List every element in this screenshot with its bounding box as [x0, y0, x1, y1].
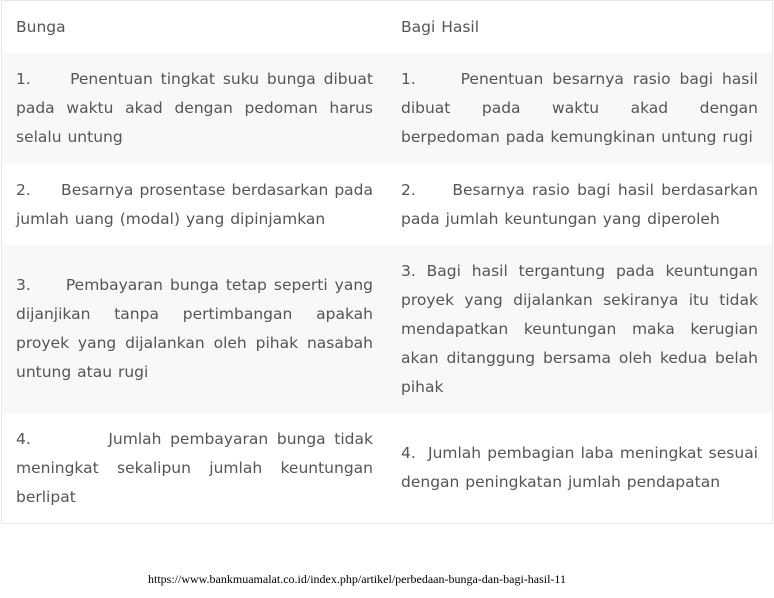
cell-bagi-hasil: 1. Penentuan besarnya rasio bagi hasil dibuat pada waktu akad dengan berpedoman pada kemungkinan untung rugi: [387, 53, 772, 164]
table-header-row: [2, 1, 772, 53]
cell-bunga: 2. Besarnya prosentase berdasarkan pada jumlah uang (modal) yang dipinjamkan: [2, 164, 387, 245]
cell-bagi-hasil: 2. Besarnya rasio bagi hasil berdasarkan pada jumlah keuntungan yang diperoleh: [387, 164, 772, 245]
header-bunga: Bunga: [16, 17, 66, 36]
table-row: [2, 164, 772, 245]
cell-bunga: 4. Jumlah pembayaran bunga tidak meningkat sekalipun jumlah keuntungan berlipat: [2, 413, 387, 523]
header-bagi-hasil: Bagi Hasil: [401, 17, 480, 36]
cell-bunga: 3. Pembayaran bunga tetap seperti yang dijanjikan tanpa pertimbangan apakah proyek yang dijalankan oleh pihak nasabah untung atau rugi: [2, 245, 387, 413]
comparison-table-container: [1, 0, 773, 524]
cell-bagi-hasil: 4. Jumlah pembagian laba meningkat sesuai dengan peningkatan jumlah pendapatan: [387, 413, 772, 523]
comparison-table: [2, 1, 772, 523]
cell-bagi-hasil: 3. Bagi hasil tergantung pada keuntungan proyek yang dijalankan sekiranya itu tidak mendapatkan keuntungan maka kerugian akan ditanggung bersama oleh kedua belah pihak: [387, 245, 772, 413]
table-row: [2, 53, 772, 164]
source-caption: https://www.bankmuamalat.co.id/index.php/artikel/perbedaan-bunga-dan-bagi-hasil-11: [148, 572, 566, 586]
table-row: [2, 245, 772, 413]
cell-bunga: 1. Penentuan tingkat suku bunga dibuat pada waktu akad dengan pedoman harus selalu untung: [2, 53, 387, 164]
table-row: [2, 413, 772, 523]
